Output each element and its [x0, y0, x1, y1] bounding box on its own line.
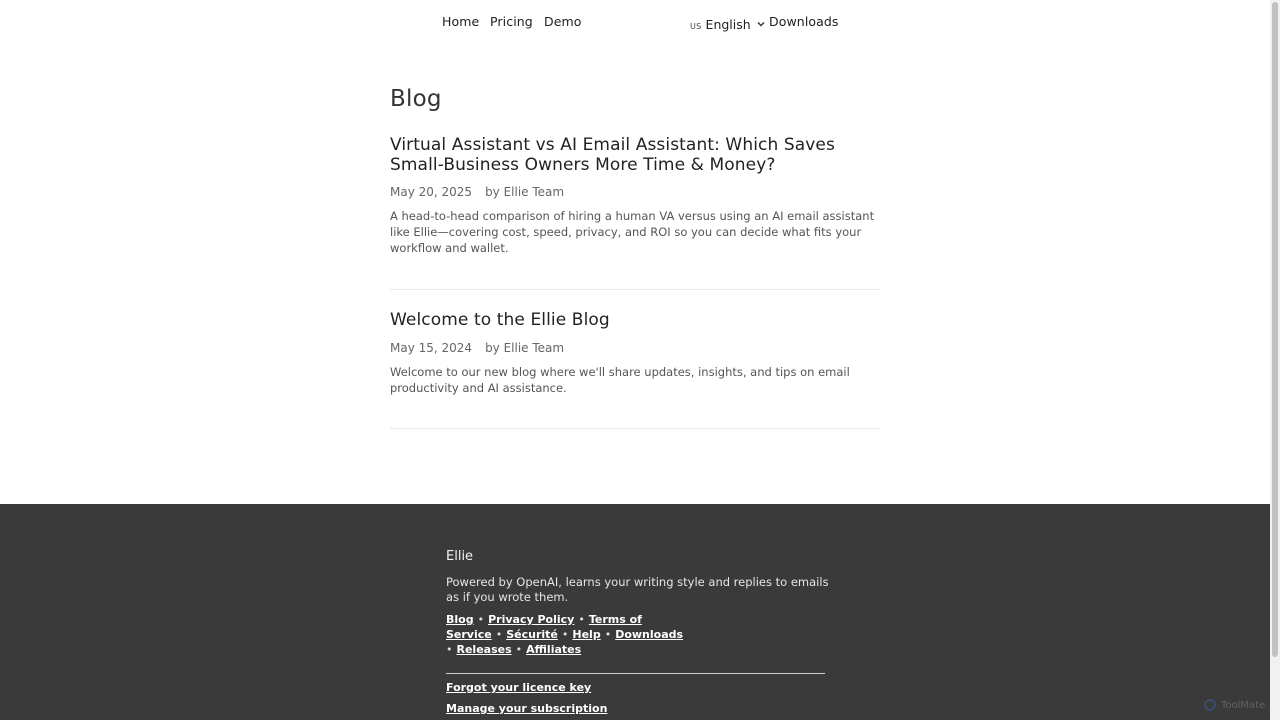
footer-brand: Ellie — [446, 549, 474, 564]
footer-terms-link[interactable]: Terms of Service — [446, 613, 642, 641]
footer-separator: • — [604, 628, 612, 641]
nav-downloads-link[interactable]: Downloads — [769, 14, 839, 29]
site-footer — [0, 504, 1270, 720]
post-divider — [390, 289, 880, 290]
nav-pricing-link[interactable]: Pricing — [490, 14, 533, 29]
watermark — [1204, 699, 1265, 711]
footer-security-link[interactable]: Sécurité — [506, 628, 558, 641]
post-title-link[interactable]: Welcome to the Ellie Blog — [390, 310, 610, 330]
nav-home-link[interactable]: Home — [442, 14, 480, 29]
post-excerpt: Welcome to our new blog where we'll share updates, insights, and tips on email productivity and AI assistance. — [390, 364, 850, 395]
post-excerpt: A head-to-head comparison of hiring a human VA versus using an AI email assistant like Ellie—covering cost, speed, privacy, and ROI so you can decide what fits your workflow and wallet. — [390, 209, 875, 255]
language-code: US — [690, 22, 702, 31]
post-divider — [390, 428, 880, 429]
post-author: by Ellie Team — [485, 185, 565, 199]
footer-affiliates-link[interactable]: Affiliates — [526, 643, 582, 656]
footer-separator: • — [446, 643, 453, 656]
footer-downloads-link[interactable]: Downloads — [615, 628, 684, 641]
nav-demo-link[interactable]: Demo — [544, 14, 582, 29]
footer-divider — [446, 673, 825, 674]
logo-icon — [1204, 699, 1216, 711]
footer-separator: • — [515, 643, 523, 656]
scrollbar-thumb[interactable] — [1272, 2, 1278, 657]
watermark-text: ToolMate — [1221, 699, 1266, 711]
language-selector[interactable] — [690, 14, 765, 32]
footer-help-link[interactable]: Help — [572, 628, 601, 641]
footer-links — [446, 612, 831, 657]
language-label: English — [705, 17, 751, 32]
footer-privacy-link[interactable]: Privacy Policy — [488, 613, 575, 626]
footer-separator: • — [578, 613, 585, 626]
top-nav — [0, 0, 1270, 44]
blog-post — [390, 311, 880, 407]
post-meta — [390, 185, 880, 199]
manage-subscription-link[interactable]: Manage your subscription — [446, 702, 608, 715]
post-meta — [390, 341, 880, 355]
footer-tagline: Powered by OpenAI, learns your writing style and replies to emails as if you wrote them. — [446, 575, 829, 604]
forgot-licence-key-link[interactable]: Forgot your licence key — [446, 681, 592, 694]
footer-separator: • — [477, 613, 485, 626]
footer-separator: • — [561, 628, 569, 641]
post-title-link[interactable]: Virtual Assistant vs AI Email Assistant: Which Saves Small-Business Owners More Time & Money? — [390, 135, 835, 175]
post-date: May 15, 2024 — [390, 340, 473, 355]
blog-post — [390, 136, 880, 268]
footer-separator: • — [495, 628, 503, 641]
post-date: May 20, 2025 — [390, 185, 473, 199]
footer-releases-link[interactable]: Releases — [456, 643, 512, 656]
post-author: by Ellie Team — [485, 340, 565, 355]
chevron-down-icon — [757, 13, 765, 21]
page-title: Blog — [390, 86, 442, 112]
footer-blog-link[interactable]: Blog — [446, 613, 474, 626]
page-scrollbar[interactable] — [1270, 0, 1280, 720]
